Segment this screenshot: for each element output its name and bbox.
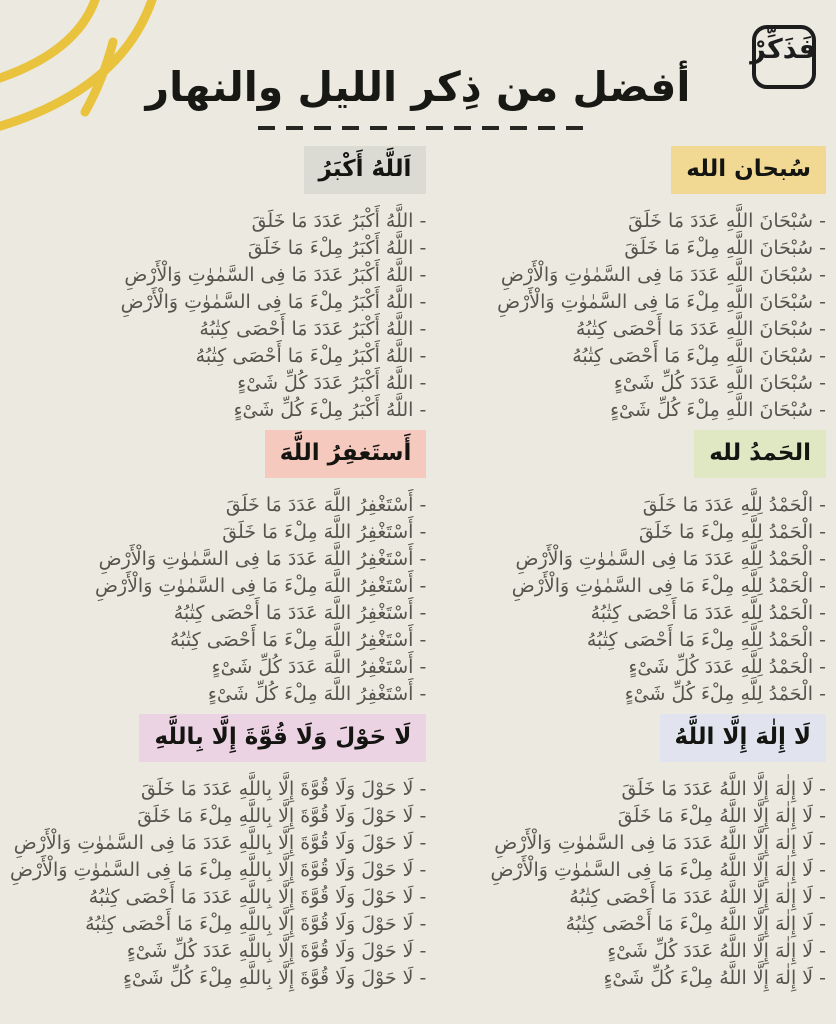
dhikr-line: - سُبْحَانَ اللَّهِ مِلْءَ مَا خَلَقَ: [624, 237, 826, 259]
dhikr-line: - الْحَمْدُ لِلَّهِ عَدَدَ مَا خَلَقَ: [642, 494, 826, 516]
dhikr-line: - لَا حَوْلَ وَلَا قُوَّةَ إِلَّا بِاللَّهِ عَدَدَ مَا فِى السَّمٰوٰتِ وَالْأَرْضِ: [13, 832, 427, 854]
dhikr-line: - الْحَمْدُ لِلَّهِ مِلْءَ مَا خَلَقَ: [639, 521, 826, 543]
dhikr-line: - اللَّهُ أَكْبَرُ مِلْءَ مَا خَلَقَ: [247, 237, 427, 259]
dhikr-line: - اللَّهُ أَكْبَرُ عَدَدَ مَا فِى السَّمٰوٰتِ وَالْأَرْضِ: [124, 264, 427, 286]
dhikr-list: [434, 492, 826, 708]
dhikr-line: - الْحَمْدُ لِلَّهِ مِلْءَ مَا أَحْصَى كِتٰبُهُ: [586, 629, 826, 651]
dhikr-list: [434, 776, 826, 992]
dhikr-line: - لَا إِلٰهَ إِلَّا اللَّهُ مِلْءَ مَا فِى السَّمٰوٰتِ وَالْأَرْضِ: [490, 859, 826, 881]
dhikr-line: - لَا حَوْلَ وَلَا قُوَّةَ إِلَّا بِاللَّهِ عَدَدَ كُلِّ شَىْءٍ: [126, 940, 427, 962]
dhikr-line: - أَسْتَغْفِرُ اللَّهَ عَدَدَ مَا فِى السَّمٰوٰتِ وَالْأَرْضِ: [98, 548, 427, 570]
section-header-label: الحَمدُ لله: [709, 440, 811, 466]
section-header-label: أَستَغفِرُ اللَّهَ: [279, 440, 412, 466]
dhikr-line: - لَا حَوْلَ وَلَا قُوَّةَ إِلَّا بِاللَّهِ عَدَدَ مَا خَلَقَ: [140, 778, 427, 800]
dhikr-line: - لَا إِلٰهَ إِلَّا اللَّهُ مِلْءَ مَا خَلَقَ: [617, 805, 826, 827]
dhikr-line: - سُبْحَانَ اللَّهِ مِلْءَ كُلِّ شَىْءٍ: [610, 399, 826, 421]
dhikr-line: - أَسْتَغْفِرُ اللَّهَ مِلْءَ مَا خَلَقَ: [222, 521, 427, 543]
section-header-label: سُبحان الله: [686, 156, 811, 182]
dhikr-line: - لَا إِلٰهَ إِلَّا اللَّهُ مِلْءَ كُلِّ شَىْءٍ: [603, 967, 826, 989]
dhikr-line: - سُبْحَانَ اللَّهِ عَدَدَ كُلِّ شَىْءٍ: [613, 372, 826, 394]
section-header-label: لَا حَوْلَ وَلَا قُوَّةَ إِلَّا بِاللَّهِ: [154, 724, 412, 750]
dhikr-line: - اللَّهُ أَكْبَرُ عَدَدَ كُلِّ شَىْءٍ: [237, 372, 427, 394]
brand-logo: [752, 25, 816, 89]
dhikr-line: - أَسْتَغْفِرُ اللَّهَ عَدَدَ مَا خَلَقَ: [225, 494, 427, 516]
dhikr-line: - أَسْتَغْفِرُ اللَّهَ عَدَدَ مَا أَحْصَى كِتٰبُهُ: [173, 602, 427, 624]
dhikr-line: - سُبْحَانَ اللَّهِ مِلْءَ مَا فِى السَّمٰوٰتِ وَالْأَرْضِ: [497, 291, 826, 313]
dhikr-line: - لَا حَوْلَ وَلَا قُوَّةَ إِلَّا بِاللَّهِ مِلْءَ مَا خَلَقَ: [137, 805, 427, 827]
dhikr-line: - أَسْتَغْفِرُ اللَّهَ مِلْءَ مَا أَحْصَى كِتٰبُهُ: [170, 629, 427, 651]
dhikr-line: - لَا حَوْلَ وَلَا قُوَّةَ إِلَّا بِاللَّهِ مِلْءَ كُلِّ شَىْءٍ: [122, 967, 427, 989]
dhikr-line: - الْحَمْدُ لِلَّهِ عَدَدَ كُلِّ شَىْءٍ: [628, 656, 826, 678]
dhikr-line: - سُبْحَانَ اللَّهِ عَدَدَ مَا خَلَقَ: [628, 210, 826, 232]
dhikr-list: [10, 208, 426, 424]
title-block: [0, 0, 836, 130]
dhikr-line: - لَا حَوْلَ وَلَا قُوَّةَ إِلَّا بِاللَّهِ مِلْءَ مَا فِى السَّمٰوٰتِ وَالْأَرْضِ: [10, 859, 427, 881]
dhikr-line: - أَسْتَغْفِرُ اللَّهَ عَدَدَ كُلِّ شَىْءٍ: [211, 656, 427, 678]
section-la-hawla: [10, 714, 426, 992]
dhikr-line: - اللَّهُ أَكْبَرُ مِلْءَ كُلِّ شَىْءٍ: [233, 399, 427, 421]
section-header-subhanallah: [671, 146, 826, 194]
dhikr-line: - لَا إِلٰهَ إِلَّا اللَّهُ عَدَدَ مَا أَحْصَى كِتٰبُهُ: [569, 886, 826, 908]
section-la-ilaha-illallah: [434, 714, 826, 992]
section-subhanallah: [434, 146, 826, 424]
dhikr-line: - سُبْحَانَ اللَّهِ عَدَدَ مَا أَحْصَى كِتٰبُهُ: [575, 318, 826, 340]
dhikr-list: [434, 208, 826, 424]
page-title: أفضل من ذِكر الليل والنهار: [145, 63, 691, 111]
dhikr-line: - أَسْتَغْفِرُ اللَّهَ مِلْءَ مَا فِى السَّمٰوٰتِ وَالْأَرْضِ: [94, 575, 427, 597]
section-header-allahu-akbar: [304, 146, 427, 194]
dhikr-line: - اللَّهُ أَكْبَرُ عَدَدَ مَا خَلَقَ: [251, 210, 427, 232]
dhikr-line: - الْحَمْدُ لِلَّهِ عَدَدَ مَا فِى السَّمٰوٰتِ وَالْأَرْضِ: [515, 548, 826, 570]
section-alhamdulillah: [434, 430, 826, 708]
dhikr-line: - لَا حَوْلَ وَلَا قُوَّةَ إِلَّا بِاللَّهِ عَدَدَ مَا أَحْصَى كِتٰبُهُ: [88, 886, 427, 908]
dhikr-line: - الْحَمْدُ لِلَّهِ عَدَدَ مَا أَحْصَى كِتٰبُهُ: [590, 602, 826, 624]
dhikr-line: - الْحَمْدُ لِلَّهِ مِلْءَ مَا فِى السَّمٰوٰتِ وَالْأَرْضِ: [511, 575, 826, 597]
dhikr-line: - لَا حَوْلَ وَلَا قُوَّةَ إِلَّا بِاللَّهِ مِلْءَ مَا أَحْصَى كِتٰبُهُ: [85, 913, 427, 935]
dhikr-line: - لَا إِلٰهَ إِلَّا اللَّهُ مِلْءَ مَا أَحْصَى كِتٰبُهُ: [565, 913, 826, 935]
dhikr-line: - اللَّهُ أَكْبَرُ عَدَدَ مَا أَحْصَى كِتٰبُهُ: [199, 318, 427, 340]
dhikr-list: [10, 776, 426, 992]
dhikr-line: - سُبْحَانَ اللَّهِ مِلْءَ مَا أَحْصَى كِتٰبُهُ: [572, 345, 826, 367]
brand-logo-text: فَذَكِّرْ: [750, 34, 816, 65]
section-header-astaghfirullah: [265, 430, 427, 478]
dhikr-line: - أَسْتَغْفِرُ اللَّهَ مِلْءَ كُلِّ شَىْءٍ: [207, 683, 427, 705]
dhikr-line: - سُبْحَانَ اللَّهِ عَدَدَ مَا فِى السَّمٰوٰتِ وَالْأَرْضِ: [500, 264, 826, 286]
section-header-label: لَا إِلٰهَ إِلَّا اللَّهُ: [674, 724, 811, 750]
dhikr-line: - لَا إِلٰهَ إِلَّا اللَّهُ عَدَدَ مَا فِى السَّمٰوٰتِ وَالْأَرْضِ: [494, 832, 826, 854]
dhikr-line: - لَا إِلٰهَ إِلَّا اللَّهُ عَدَدَ كُلِّ شَىْءٍ: [607, 940, 826, 962]
dhikr-list: [10, 492, 426, 708]
dhikr-line: - اللَّهُ أَكْبَرُ مِلْءَ مَا فِى السَّمٰوٰتِ وَالْأَرْضِ: [120, 291, 427, 313]
section-header-la-ilaha-illallah: [660, 714, 826, 762]
section-header-alhamdulillah: [694, 430, 826, 478]
section-header-label: اَللَّهُ أَكْبَرُ: [318, 156, 412, 182]
dhikr-line: - لَا إِلٰهَ إِلَّا اللَّهُ عَدَدَ مَا خَلَقَ: [621, 778, 826, 800]
sections-grid: [0, 130, 836, 998]
section-header-la-hawla: [139, 714, 426, 762]
section-allahu-akbar: [10, 146, 426, 424]
dhikr-line: - اللَّهُ أَكْبَرُ مِلْءَ مَا أَحْصَى كِتٰبُهُ: [195, 345, 427, 367]
section-astaghfirullah: [10, 430, 426, 708]
dhikr-line: - الْحَمْدُ لِلَّهِ مِلْءَ كُلِّ شَىْءٍ: [624, 683, 826, 705]
